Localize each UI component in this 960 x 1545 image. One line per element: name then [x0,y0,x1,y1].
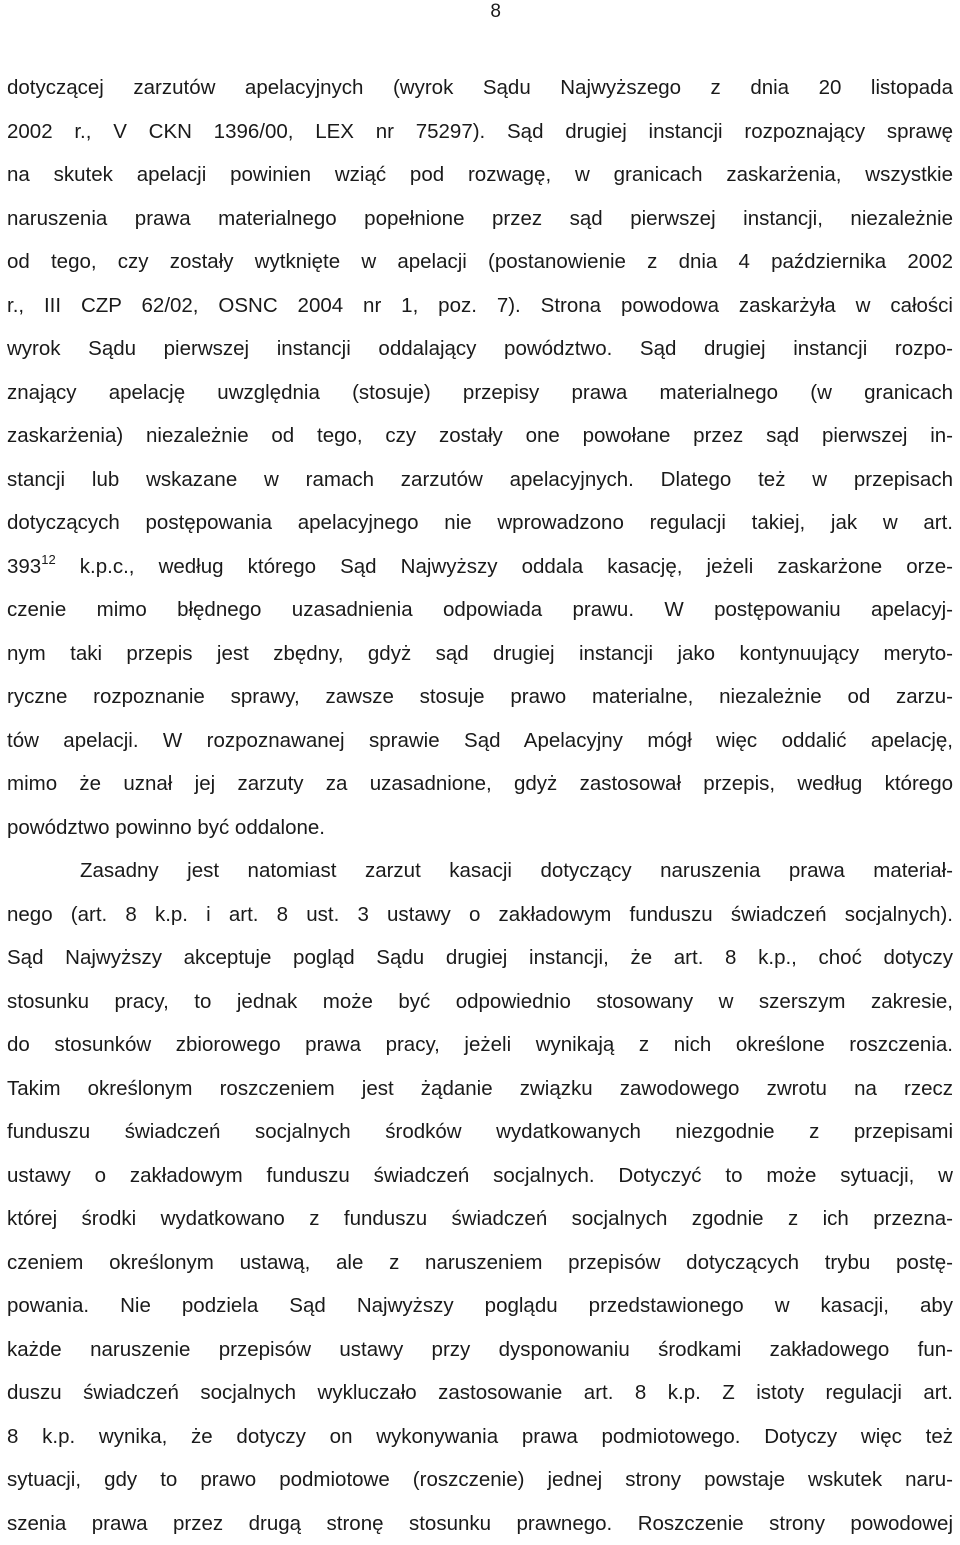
text-line: stancji lub wskazane w ramach zarzutów apelacyjnych. Dlatego też w przepisach [7,458,953,502]
text-line: szenia prawa przez drugą stronę stosunku prawnego. Roszczenie strony powodowej [7,1502,953,1545]
document-body [7,66,953,1545]
text-line-article-393 [7,545,953,589]
paragraph-2 [7,849,953,1545]
text-line: ustawy o zakładowym funduszu świadczeń socjalnych. Dotyczyć to może sytuacji, w [7,1154,953,1198]
text-line: nym taki przepis jest zbędny, gdyż sąd drugiej instancji jako kontynuujący meryto- [7,632,953,676]
text-line: mimo że uznał jej zarzuty za uzasadnione, gdyż zastosował przepis, według którego [7,762,953,806]
text-line: zaskarżenia) niezależnie od tego, czy zostały one powołane przez sąd pierwszej in- [7,414,953,458]
text-line: r., III CZP 62/02, OSNC 2004 nr 1, poz. 7). Strona powodowa zaskarżyła w całości [7,284,953,328]
text-line: nego (art. 8 k.p. i art. 8 ust. 3 ustawy o zakładowym funduszu świadczeń socjalnych). [7,893,953,937]
text-line: stosunku pracy, to jednak może być odpowiednio stosowany w szerszym zakresie, [7,980,953,1024]
article-rest: k.p.c., według którego Sąd Najwyższy oddala kasację, jeżeli zaskarżone orze- [56,555,953,578]
text-line: sytuacji, gdy to prawo podmiotowe (roszczenie) jednej strony powstaje wskutek naru- [7,1458,953,1502]
text-line: czeniem określonym ustawą, ale z naruszeniem przepisów dotyczących trybu postę- [7,1241,953,1285]
text-line: znający apelację uwzględnia (stosuje) przepisy prawa materialnego (w granicach [7,371,953,415]
text-line: powania. Nie podziela Sąd Najwyższy poglądu przedstawionego w kasacji, aby [7,1284,953,1328]
text-line: wyrok Sądu pierwszej instancji oddalający powództwo. Sąd drugiej instancji rozpo- [7,327,953,371]
text-line: dotyczącej zarzutów apelacyjnych (wyrok Sądu Najwyższego z dnia 20 listopada [7,66,953,110]
text-line: do stosunków zbiorowego prawa pracy, jeżeli wynikają z nich określone roszczenia. [7,1023,953,1067]
article-number: 393 [7,555,41,578]
text-line: Zasadny jest natomiast zarzut kasacji dotyczący naruszenia prawa materiał- [7,849,953,893]
text-line: Sąd Najwyższy akceptuje pogląd Sądu drugiej instancji, że art. 8 k.p., choć dotyczy [7,936,953,980]
text-line: Takim określonym roszczeniem jest żądanie związku zawodowego zwrotu na rzecz [7,1067,953,1111]
text-line: dotyczących postępowania apelacyjnego nie wprowadzono regulacji takiej, jak w art. [7,501,953,545]
text-line: czenie mimo błędnego uzasadnienia odpowiada prawu. W postępowaniu apelacyj- [7,588,953,632]
page-number: 8 [490,0,501,24]
text-line: której środki wydatkowano z funduszu świadczeń socjalnych zgodnie z ich przezna- [7,1197,953,1241]
paragraph-1 [7,66,953,849]
text-line: naruszenia prawa materialnego popełnione przez sąd pierwszej instancji, niezależnie [7,197,953,241]
text-line: od tego, czy zostały wytknięte w apelacji (postanowienie z dnia 4 października 2002 [7,240,953,284]
text-line: każde naruszenie przepisów ustawy przy dysponowaniu środkami zakładowego fun- [7,1328,953,1372]
text-line: funduszu świadczeń socjalnych środków wydatkowanych niezgodnie z przepisami [7,1110,953,1154]
text-line: 8 k.p. wynika, że dotyczy on wykonywania prawa podmiotowego. Dotyczy więc też [7,1415,953,1459]
text-line: tów apelacji. W rozpoznawanej sprawie Sąd Apelacyjny mógł więc oddalić apelację, [7,719,953,763]
text-line: duszu świadczeń socjalnych wykluczało zastosowanie art. 8 k.p. Z istoty regulacji art. [7,1371,953,1415]
text-line: powództwo powinno być oddalone. [7,806,953,850]
article-superscript: 12 [41,552,55,567]
text-line: ryczne rozpoznanie sprawy, zawsze stosuje prawo materialne, niezależnie od zarzu- [7,675,953,719]
text-line: na skutek apelacji powinien wziąć pod rozwagę, w granicach zaskarżenia, wszystkie [7,153,953,197]
text-line: 2002 r., V CKN 1396/00, LEX nr 75297). Sąd drugiej instancji rozpoznający sprawę [7,110,953,154]
